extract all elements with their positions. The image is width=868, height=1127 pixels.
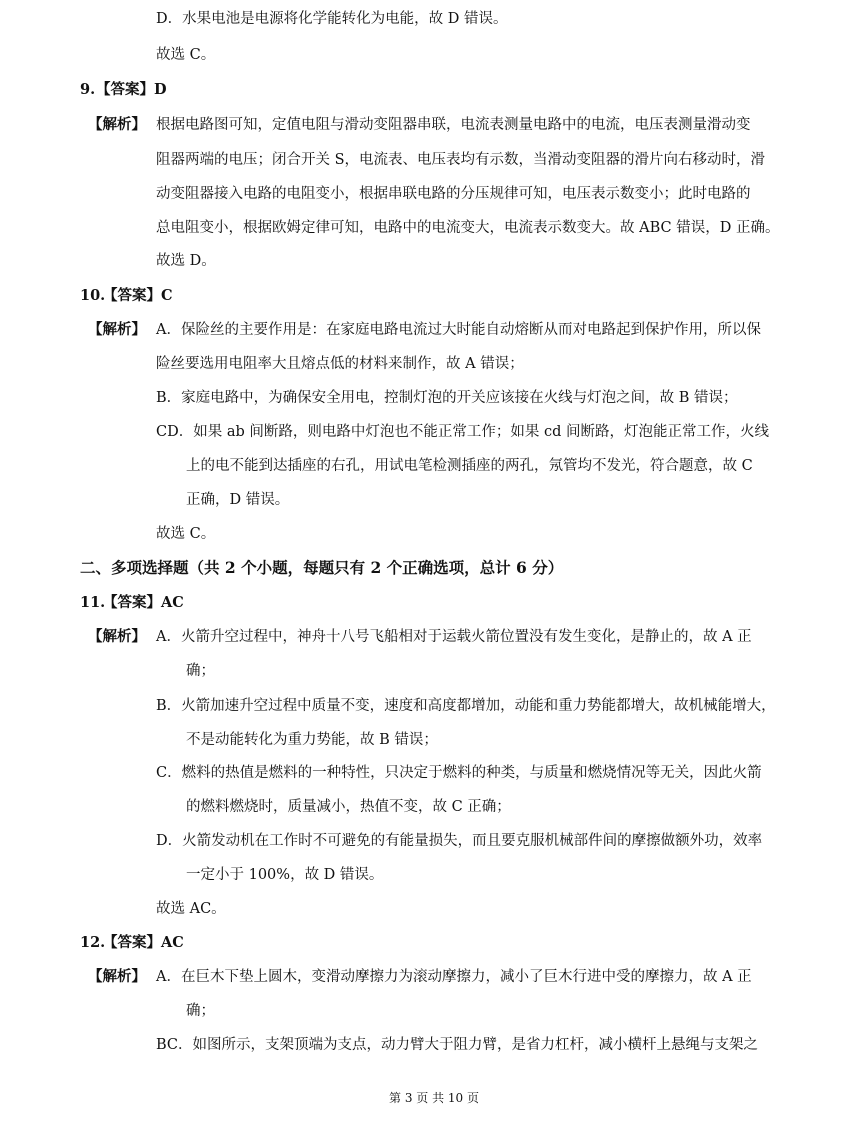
- text-line: 阻器两端的电压；闭合开关 S，电流表、电压表均有示数，当滑动变阻器的滑片向右移动时，滑: [156, 152, 766, 168]
- text-line: B．家庭电路中，为确保安全用电，控制灯泡的开关应该接在火线与灯泡之间，故 B 错误；: [156, 390, 738, 406]
- text-line: 故选 AC。: [156, 901, 226, 917]
- text-line: 故选 D。: [156, 253, 216, 269]
- question-12-answer: 【答案】AC: [103, 934, 184, 951]
- text-line: D．水果电池是电源将化学能转化为电能，故 D 错误。: [156, 11, 508, 27]
- text-line: BC．如图所示，支架顶端为支点，动力臂大于阻力臂，是省力杠杆，减小横杆上悬绳与支架之: [156, 1037, 759, 1053]
- question-11-number: 11.: [80, 594, 106, 611]
- text-line: 确；: [186, 663, 215, 679]
- text-line: CD．如果 ab 间断路，则电路中灯泡也不能正常工作；如果 cd 间断路，灯泡能正常工作，火线: [156, 424, 769, 440]
- text-line: 根据电路图可知，定值电阻与滑动变阻器串联，电流表测量电路中的电流，电压表测量滑动变: [156, 117, 751, 133]
- text-line: B．火箭加速升空过程中质量不变，速度和高度都增加，动能和重力势能都增大，故机械能增大，: [156, 698, 776, 714]
- question-12-number: 12.: [80, 934, 106, 951]
- text-line: A．火箭升空过程中，神舟十八号飞船相对于运载火箭位置没有发生变化，是静止的，故 A 正: [156, 629, 752, 645]
- question-9-number: 9.: [80, 81, 96, 98]
- text-line: A．保险丝的主要作用是：在家庭电路电流过大时能自动熔断从而对电路起到保护作用，所以保: [156, 322, 761, 338]
- text-line: 故选 C。: [156, 47, 216, 63]
- text-line: 上的电不能到达插座的右孔，用试电笔检测插座的两孔，氖管均不发光，符合题意，故 C: [186, 458, 753, 474]
- analysis-label: 【解析】: [88, 968, 146, 985]
- text-line: A．在巨木下垫上圆木，变滑动摩擦力为滚动摩擦力，减小了巨木行进中受的摩擦力，故 A 正: [156, 969, 752, 985]
- text-line: 故选 C。: [156, 526, 216, 542]
- text-line: 动变阻器接入电路的电阻变小，根据串联电路的分压规律可知，电压表示数变小；此时电路的: [156, 186, 751, 202]
- page-footer: 第 3 页 共 10 页: [389, 1091, 479, 1105]
- text-line: 一定小于 100%，故 D 错误。: [186, 867, 384, 883]
- text-line: 总电阻变小，根据欧姆定律可知，电路中的电流变大，电流表示数变大。故 ABC 错误，D 正确。: [156, 220, 780, 236]
- text-line: 确；: [186, 1003, 215, 1019]
- question-9-answer: 【答案】D: [96, 81, 167, 98]
- text-line: C．燃料的热值是燃料的一种特性，只决定于燃料的种类，与质量和燃烧情况等无关，因此火箭: [156, 765, 762, 781]
- question-10-number: 10.: [80, 287, 106, 304]
- text-line: 的燃料燃烧时，质量减小，热值不变，故 C 正确；: [186, 799, 511, 815]
- analysis-label: 【解析】: [88, 628, 146, 645]
- analysis-label: 【解析】: [88, 321, 146, 338]
- text-line: D．火箭发动机在工作时不可避免的有能量损失，而且要克服机械部件间的摩擦做额外功，效率: [156, 833, 763, 849]
- text-line: 险丝要选用电阻率大且熔点低的材料来制作，故 A 错误；: [156, 356, 524, 372]
- text-line: 不是动能转化为重力势能，故 B 错误；: [186, 732, 438, 748]
- text-line: 正确，D 错误。: [186, 492, 290, 508]
- question-10-answer: 【答案】C: [103, 287, 173, 304]
- question-11-answer: 【答案】AC: [103, 594, 184, 611]
- section-heading: 二、多项选择题（共 2 个小题，每题只有 2 个正确选项，总计 6 分）: [80, 558, 564, 577]
- analysis-label: 【解析】: [88, 116, 146, 133]
